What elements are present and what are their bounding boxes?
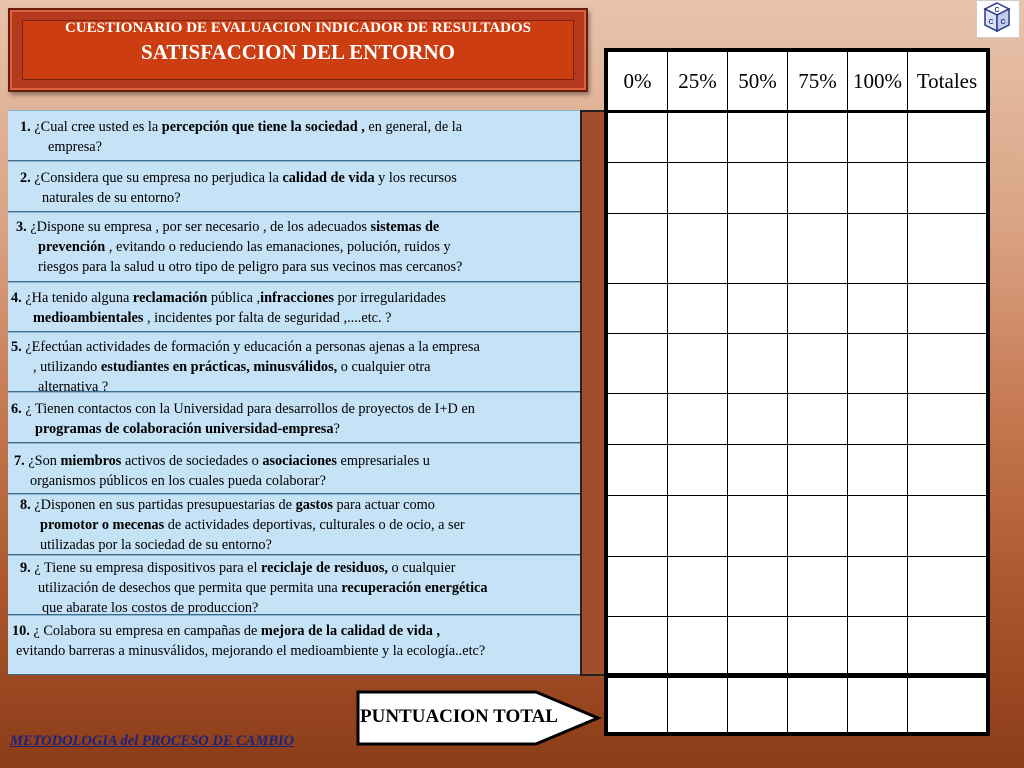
question-keyword: programas de colaboración universidad-empresa	[35, 421, 334, 437]
score-row	[608, 445, 987, 496]
question-text: en general, de la	[364, 119, 463, 135]
question-keyword: asociaciones	[262, 453, 337, 469]
score-cell[interactable]	[668, 557, 728, 617]
question-text: que abarate los costos de produccion?	[42, 600, 259, 615]
question-keyword: gastos	[295, 497, 333, 513]
question-number: 8.	[20, 497, 31, 513]
total-cell[interactable]	[908, 617, 987, 677]
score-cell[interactable]	[788, 496, 848, 557]
logo-letter: C	[988, 19, 994, 26]
question-keyword: sistemas de	[370, 219, 440, 235]
score-cell[interactable]	[788, 112, 848, 163]
score-cell[interactable]	[848, 394, 908, 445]
question-number: 6.	[11, 401, 22, 417]
question-text: activos de sociedades o	[121, 453, 263, 469]
question-keyword: mejora de la calidad de vida ,	[260, 623, 441, 639]
score-row	[608, 496, 987, 557]
score-cell[interactable]	[728, 617, 788, 677]
score-cell[interactable]	[728, 112, 788, 163]
question-text: ¿Considera que su empresa no perjudica la	[34, 170, 283, 186]
total-cell[interactable]	[908, 334, 987, 394]
question-keyword: miembros	[60, 453, 122, 469]
score-cell[interactable]	[608, 557, 668, 617]
question-text: empresa?	[48, 139, 102, 155]
question-keyword: calidad de vida	[282, 170, 375, 186]
question-text: ¿Efectúan actividades de formación y educación a personas ajenas a la empresa	[25, 339, 480, 355]
question-text: para actuar como	[332, 497, 435, 513]
question-text: ¿Ha tenido alguna	[25, 290, 133, 306]
question-item-2	[8, 161, 580, 212]
question-text: o cualquier otra	[337, 359, 431, 375]
score-cell[interactable]	[848, 214, 908, 284]
question-divider-bar	[580, 110, 604, 676]
score-cell[interactable]	[668, 445, 728, 496]
question-text: ¿ Tienen contactos con la Universidad para desarrollos de proyectos de I+D en	[25, 401, 475, 417]
question-text: naturales de su entorno?	[42, 190, 181, 206]
title-banner	[8, 8, 588, 92]
question-text: ¿Cual cree usted es la	[34, 119, 162, 135]
score-cell[interactable]	[848, 557, 908, 617]
total-score-cell[interactable]	[608, 678, 668, 733]
score-cell[interactable]	[788, 445, 848, 496]
score-cell[interactable]	[608, 334, 668, 394]
score-cell[interactable]	[668, 112, 728, 163]
question-text: pública ,	[207, 290, 261, 306]
score-cell[interactable]	[608, 112, 668, 163]
question-item-6	[8, 392, 580, 443]
score-row	[608, 284, 987, 334]
column-header-totales: Totales	[908, 52, 987, 112]
question-number: 2.	[20, 170, 31, 186]
question-number: 9.	[20, 560, 31, 576]
score-row	[608, 214, 987, 284]
score-cell[interactable]	[728, 445, 788, 496]
question-text: , utilizando	[33, 359, 101, 375]
footer-methodology-link[interactable]: METODOLOGIA del PROCESO DE CAMBIO	[10, 733, 295, 749]
column-header-75: 75%	[788, 52, 848, 112]
question-text: , evitando o reduciendo las emanaciones, polución, ruidos y	[105, 239, 451, 255]
question-keyword: medioambientales	[33, 310, 144, 326]
question-keyword: reciclaje de residuos,	[261, 560, 388, 576]
score-cell[interactable]	[608, 163, 668, 214]
score-cell[interactable]	[728, 496, 788, 557]
total-cell[interactable]	[908, 112, 987, 163]
question-text: empresariales u	[336, 453, 430, 469]
score-cell[interactable]	[608, 394, 668, 445]
question-keyword: recuperación energética	[341, 580, 488, 596]
score-cell[interactable]	[668, 284, 728, 334]
question-keyword: promotor o mecenas	[40, 517, 165, 533]
question-item-4	[8, 282, 580, 332]
question-text: ¿ Tiene su empresa dispositivos para el	[34, 560, 262, 576]
question-number: 10.	[12, 623, 30, 639]
score-cell[interactable]	[788, 334, 848, 394]
question-keyword: percepción que tiene la sociedad ,	[161, 119, 365, 135]
column-header-50: 50%	[728, 52, 788, 112]
cube-logo-icon	[976, 0, 1020, 38]
column-header-0: 0%	[608, 52, 668, 112]
question-text: y los recursos	[374, 170, 457, 186]
question-text: o cualquier	[387, 560, 456, 576]
question-text: ¿ Colabora su empresa en campañas de	[33, 623, 261, 639]
total-score-label: PUNTUACION TOTAL	[360, 706, 558, 727]
total-cell[interactable]	[908, 557, 987, 617]
score-row	[608, 557, 987, 617]
score-cell[interactable]	[668, 617, 728, 677]
score-cell[interactable]	[728, 163, 788, 214]
question-text: organismos públicos en los cuales pueda colaborar?	[30, 473, 326, 489]
score-cell[interactable]	[848, 334, 908, 394]
question-item-10	[8, 615, 580, 675]
score-cell[interactable]	[788, 557, 848, 617]
question-number: 4.	[11, 290, 22, 306]
score-row	[608, 163, 987, 214]
score-cell[interactable]	[728, 284, 788, 334]
question-keyword: infracciones	[260, 290, 334, 306]
score-cell[interactable]	[848, 617, 908, 677]
question-text: riesgos para la salud u otro tipo de peligro para sus vecinos mas cercanos?	[38, 259, 463, 275]
score-cell[interactable]	[788, 163, 848, 214]
total-score-grid	[604, 674, 990, 736]
total-score-cell[interactable]	[728, 678, 788, 733]
score-cell[interactable]	[788, 284, 848, 334]
total-score-cell[interactable]	[848, 678, 908, 733]
total-cell[interactable]	[908, 445, 987, 496]
question-keyword: reclamación	[132, 290, 208, 306]
score-cell[interactable]	[668, 334, 728, 394]
question-item-1	[8, 110, 580, 161]
score-cell[interactable]	[848, 445, 908, 496]
question-text: ?	[333, 421, 340, 437]
page-title: SATISFACCION DEL ENTORNO	[141, 40, 455, 64]
question-number: 3.	[16, 219, 27, 235]
question-text: ¿Son	[28, 453, 61, 469]
column-header-100: 100%	[848, 52, 908, 112]
total-cell[interactable]	[908, 496, 987, 557]
total-cell[interactable]	[908, 394, 987, 445]
question-text: utilizadas por la sociedad de su entorno?	[40, 537, 272, 553]
score-cell[interactable]	[848, 496, 908, 557]
score-cell[interactable]	[668, 214, 728, 284]
score-row	[608, 334, 987, 394]
question-item-5	[8, 332, 580, 392]
question-item-9	[8, 555, 580, 615]
score-cell[interactable]	[668, 394, 728, 445]
question-number: 5.	[11, 339, 22, 355]
score-cell[interactable]	[608, 214, 668, 284]
score-cell[interactable]	[668, 496, 728, 557]
score-cell[interactable]	[728, 334, 788, 394]
score-row	[608, 112, 987, 163]
question-text: evitando barreras a minusválidos, mejorando el medioambiente y la ecología..etc?	[16, 643, 486, 659]
score-cell[interactable]	[788, 394, 848, 445]
score-cell[interactable]	[728, 394, 788, 445]
title-line-1: CUESTIONARIO DE EVALUACION INDICADOR DE RESULTADOS	[64, 20, 532, 36]
question-item-7	[8, 443, 580, 494]
score-cell[interactable]	[608, 617, 668, 677]
score-cell[interactable]	[848, 284, 908, 334]
total-row	[608, 678, 987, 733]
column-header-25: 25%	[668, 52, 728, 112]
total-score-cell[interactable]	[788, 678, 848, 733]
grand-total-cell[interactable]	[908, 678, 987, 733]
question-number: 1.	[20, 119, 31, 135]
score-cell[interactable]	[608, 284, 668, 334]
question-text: ¿Disponen en sus partidas presupuestarias de	[34, 497, 296, 513]
score-cell[interactable]	[788, 214, 848, 284]
total-cell[interactable]	[908, 163, 987, 214]
total-cell[interactable]	[908, 284, 987, 334]
logo-letter: C	[1000, 19, 1006, 26]
question-keyword: prevención	[38, 239, 106, 255]
logo-letter: C	[994, 7, 1000, 14]
score-grid	[604, 48, 990, 676]
question-text: ¿Dispone su empresa , por ser necesario , de los adecuados	[30, 219, 371, 235]
score-cell[interactable]	[848, 163, 908, 214]
question-item-3	[8, 212, 580, 282]
question-keyword: estudiantes en prácticas, minusválidos,	[100, 359, 338, 375]
score-cell[interactable]	[728, 557, 788, 617]
question-text: de actividades deportivas, culturales o de ocio, a ser	[164, 517, 465, 533]
question-number: 7.	[14, 453, 25, 469]
score-cell[interactable]	[728, 214, 788, 284]
score-cell[interactable]	[848, 112, 908, 163]
score-cell[interactable]	[668, 163, 728, 214]
question-text: por irregularidades	[333, 290, 446, 306]
question-text: , incidentes por falta de seguridad ,....etc. ?	[143, 310, 392, 326]
score-row	[608, 394, 987, 445]
total-cell[interactable]	[908, 214, 987, 284]
score-cell[interactable]	[608, 445, 668, 496]
question-text: alternativa ?	[38, 379, 109, 392]
question-item-8	[8, 494, 580, 555]
question-text: utilización de desechos que permita que permita una	[38, 580, 342, 596]
score-row	[608, 617, 987, 677]
score-cell[interactable]	[788, 617, 848, 677]
total-score-cell[interactable]	[668, 678, 728, 733]
score-cell[interactable]	[608, 496, 668, 557]
